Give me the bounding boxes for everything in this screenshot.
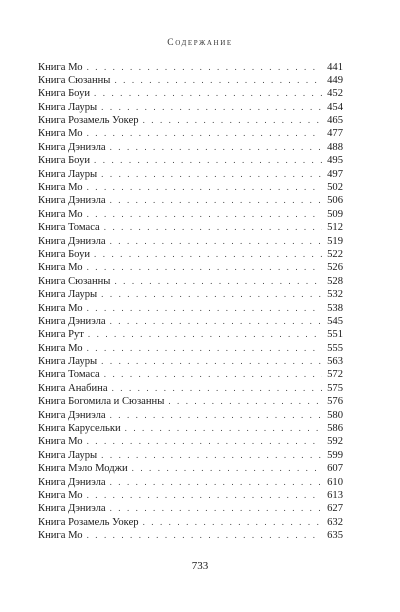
toc-entry-title: Книга Лауры: [38, 101, 98, 113]
toc-entry-title: Книга Томаса: [38, 222, 100, 234]
toc-entry-page: 613: [327, 490, 343, 501]
toc-entry[interactable]: [38, 194, 343, 207]
toc-entry-page: 592: [327, 436, 343, 448]
toc-entry-page: 586: [327, 423, 343, 435]
toc-entry-title: Книга Дэниэла: [38, 195, 106, 207]
toc-entry[interactable]: [38, 302, 343, 315]
toc-entry-page: 454: [327, 101, 343, 113]
toc-leader-dots: [87, 342, 322, 355]
page-title: Содержание: [167, 38, 233, 48]
toc-leader-dots: [110, 141, 322, 154]
toc-entry-title: Книга Сюзанны: [38, 275, 111, 287]
toc-entry[interactable]: [38, 61, 343, 74]
toc-entry-page: 441: [327, 61, 343, 73]
toc-entry[interactable]: [38, 502, 343, 515]
toc-leader-dots: [101, 168, 322, 181]
table-of-contents: [38, 61, 343, 543]
toc-entry-page: 607: [327, 463, 343, 475]
toc-entry-title: Книга Дэниэла: [38, 476, 106, 488]
toc-entry-title: Книга Сюзанны: [38, 74, 111, 86]
toc-entry-page: 465: [327, 115, 343, 127]
toc-entry[interactable]: [38, 409, 343, 422]
toc-entry-page: 576: [327, 396, 343, 408]
toc-leader-dots: [94, 248, 322, 261]
toc-leader-dots: [104, 368, 322, 381]
toc-entry-title: Книга Лауры: [38, 449, 98, 461]
toc-entry-page: 512: [327, 222, 343, 234]
toc-leader-dots: [114, 74, 322, 87]
toc-leader-dots: [101, 288, 322, 301]
toc-entry-title: Книга Мо: [38, 208, 83, 220]
toc-entry[interactable]: [38, 489, 343, 502]
toc-leader-dots: [87, 181, 322, 194]
toc-leader-dots: [112, 382, 322, 395]
toc-entry-title: Книга Мо: [38, 262, 83, 274]
toc-entry[interactable]: [38, 342, 343, 355]
toc-entry-page: 509: [327, 208, 343, 220]
toc-leader-dots: [87, 261, 322, 274]
toc-entry[interactable]: [38, 235, 343, 248]
toc-leader-dots: [87, 208, 322, 221]
toc-entry-page: 452: [327, 88, 343, 100]
toc-entry-title: Книга Дэниэла: [38, 503, 106, 515]
toc-entry-title: Книга Боуи: [38, 88, 91, 100]
toc-leader-dots: [87, 61, 322, 74]
toc-entry[interactable]: [38, 529, 343, 542]
toc-entry-page: 555: [327, 342, 343, 354]
toc-entry[interactable]: [38, 288, 343, 301]
toc-entry-title: Книга Дэниэла: [38, 409, 106, 421]
toc-entry[interactable]: [38, 449, 343, 462]
toc-leader-dots: [110, 502, 322, 515]
toc-entry[interactable]: [38, 462, 343, 475]
toc-entry-title: Книга Дэниэла: [38, 141, 106, 153]
toc-entry-page: 545: [327, 315, 343, 327]
toc-entry-title: Книга Мо: [38, 182, 83, 194]
toc-entry-title: Книга Мо: [38, 342, 83, 354]
toc-entry-title: Книга Розамель Уокер: [38, 516, 139, 528]
toc-entry-title: Книга Лауры: [38, 289, 98, 301]
toc-entry-title: Книга Мо: [38, 61, 83, 73]
toc-entry-title: Книга Боуи: [38, 248, 91, 260]
toc-entry-page: 551: [327, 329, 343, 341]
toc-leader-dots: [87, 489, 322, 502]
toc-leader-dots: [101, 355, 322, 368]
toc-entry-title: Книга Розамель Уокер: [38, 115, 139, 127]
toc-leader-dots: [94, 154, 322, 167]
toc-entry-page: 502: [327, 182, 343, 194]
toc-leader-dots: [87, 302, 322, 315]
toc-entry[interactable]: [38, 141, 343, 154]
toc-entry-title: Книга Карусельки: [38, 423, 121, 435]
toc-entry[interactable]: [38, 127, 343, 140]
toc-leader-dots: [94, 87, 322, 100]
toc-entry[interactable]: [38, 101, 343, 114]
toc-entry[interactable]: [38, 368, 343, 381]
toc-entry-page: 497: [327, 168, 343, 180]
toc-entry[interactable]: [38, 516, 343, 529]
toc-entry[interactable]: [38, 181, 343, 194]
toc-entry[interactable]: [38, 382, 343, 395]
toc-entry[interactable]: [38, 114, 343, 127]
toc-entry-title: Книга Томаса: [38, 369, 100, 381]
toc-entry-page: 519: [327, 235, 343, 247]
toc-entry[interactable]: [38, 168, 343, 181]
toc-entry[interactable]: [38, 355, 343, 368]
toc-leader-dots: [104, 221, 322, 234]
toc-leader-dots: [114, 275, 322, 288]
toc-entry[interactable]: [38, 154, 343, 167]
toc-entry-page: 580: [327, 409, 343, 421]
toc-entry-title: Книга Богомила и Сюзанны: [38, 396, 165, 408]
toc-entry-title: Книга Мо: [38, 530, 83, 542]
toc-leader-dots: [110, 476, 322, 489]
toc-entry[interactable]: [38, 275, 343, 288]
toc-entry[interactable]: [38, 221, 343, 234]
toc-entry-page: 522: [327, 248, 343, 260]
toc-entry-title: Книга Лауры: [38, 168, 98, 180]
toc-entry-page: 635: [327, 530, 343, 542]
toc-entry-title: Книга Мо: [38, 490, 83, 501]
toc-leader-dots: [87, 435, 322, 448]
toc-entry-title: Книга Рут: [38, 329, 84, 341]
toc-entry-title: Книга Мо: [38, 436, 83, 448]
toc-entry-title: Книга Лауры: [38, 356, 98, 368]
toc-leader-dots: [88, 328, 322, 341]
page-number: 733: [191, 560, 209, 572]
toc-entry-page: 610: [327, 476, 343, 488]
toc-entry[interactable]: [38, 208, 343, 221]
toc-entry-page: 575: [327, 382, 343, 394]
toc-leader-dots: [110, 235, 322, 248]
toc-entry-page: 599: [327, 449, 343, 461]
toc-entry[interactable]: [38, 87, 343, 100]
toc-entry-title: Книга Мо: [38, 128, 83, 140]
toc-entry-page: 477: [327, 128, 343, 140]
toc-entry-page: 526: [327, 262, 343, 274]
toc-entry-page: 632: [327, 516, 343, 528]
toc-leader-dots: [125, 422, 322, 435]
toc-leader-dots: [101, 449, 322, 462]
toc-entry-page: 572: [327, 369, 343, 381]
toc-leader-dots: [143, 516, 322, 529]
toc-leader-dots: [110, 409, 322, 422]
toc-entry-title: Книга Боуи: [38, 155, 91, 167]
toc-entry-page: 488: [327, 141, 343, 153]
toc-leader-dots: [87, 127, 322, 140]
toc-entry-title: Книга Мэло Моджи: [38, 463, 128, 475]
toc-entry[interactable]: [38, 315, 343, 328]
toc-entry-title: Книга Анабина: [38, 382, 108, 394]
toc-entry-title: Книга Дэниэла: [38, 235, 106, 247]
toc-leader-dots: [110, 315, 322, 328]
toc-entry-page: 528: [327, 275, 343, 287]
toc-leader-dots: [87, 529, 322, 542]
toc-entry-page: 538: [327, 302, 343, 314]
toc-entry-page: 506: [327, 195, 343, 207]
toc-entry[interactable]: [38, 261, 343, 274]
toc-entry-page: 563: [327, 356, 343, 368]
toc-entry[interactable]: [38, 74, 343, 87]
toc-entry-title: Книга Мо: [38, 302, 83, 314]
toc-entry[interactable]: [38, 395, 343, 408]
toc-entry-page: 449: [327, 74, 343, 86]
toc-leader-dots: [168, 395, 322, 408]
toc-entry-page: 495: [327, 155, 343, 167]
toc-leader-dots: [143, 114, 322, 127]
toc-entry[interactable]: [38, 248, 343, 261]
toc-entry-title: Книга Дэниэла: [38, 315, 106, 327]
toc-leader-dots: [101, 101, 322, 114]
toc-leader-dots: [132, 462, 322, 475]
toc-entry[interactable]: [38, 476, 343, 489]
toc-entry[interactable]: [38, 435, 343, 448]
toc-entry-page: 627: [327, 503, 343, 515]
toc-entry[interactable]: [38, 422, 343, 435]
toc-entry[interactable]: [38, 328, 343, 341]
toc-leader-dots: [110, 194, 322, 207]
toc-entry-page: 532: [327, 289, 343, 301]
